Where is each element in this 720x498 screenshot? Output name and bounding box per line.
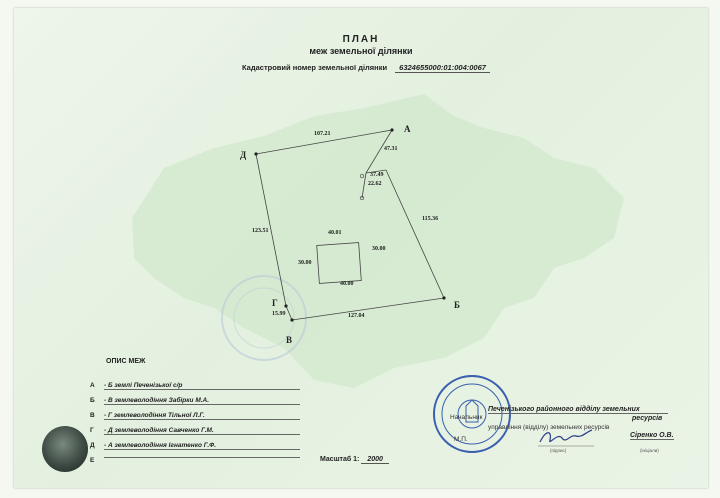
boundary-description: - А землеволодіння Ігнатенко Г.Ф. [104,442,300,450]
vertex-d-point [254,152,257,155]
cadastral-plan-sheet [14,8,708,488]
boundary-letter: В [90,412,95,419]
dim-rect-bottom: 40.00 [340,281,354,287]
vertex-a-label: А [404,124,411,134]
vertex-g-label: Г [272,298,278,308]
vertex-b-label: Б [454,300,460,310]
dim-a-seg: 47.31 [384,146,398,152]
boundary-description: - В землеволодіння Забірки М.А. [104,397,300,405]
vertex-d-label: Д [240,150,247,160]
dim-rect-left: 30.00 [298,260,312,266]
inner-point-1 [360,174,364,178]
head-label: Начальник [450,414,483,421]
cadastral-number: 6324655000:01:004:0067 [395,63,490,73]
boundary-description: - Д землеволодіння Савченко Г.М. [104,427,300,435]
handwritten-signature [536,424,596,450]
boundary-v-b [292,298,444,320]
scale-value: 2000 [361,456,389,464]
vertex-g-point [284,304,287,307]
dim-g-v: 15.99 [272,311,286,317]
boundary-letter: Б [90,397,95,404]
vertex-b-point [442,296,445,299]
department-label: управління (відділу) земельних ресурсів [488,424,610,431]
boundary-item [90,427,300,437]
boundaries-title: ОПИС МЕЖ [106,358,146,365]
boundary-g-v [286,306,292,320]
scale-label: Масштаб 1: [320,456,360,463]
name-caption: (ініціали) [640,448,659,453]
hologram-photo [42,426,88,472]
boundary-letter: Е [90,457,95,464]
dim-rect-right: 30.00 [372,246,386,252]
dim-inner-2: 22.62 [368,181,382,187]
boundary-item [90,412,300,422]
dim-b-v: 127.04 [348,313,365,319]
boundary-letter: А [90,382,95,389]
boundary-item [90,397,300,407]
signature-caption: (підпис) [550,448,567,453]
inner-building-rect [317,243,362,284]
scale-row [320,456,389,464]
boundary-a-b [386,170,444,298]
official-name: Сіренко О.В. [630,432,674,439]
vertex-a-point [390,128,393,131]
boundary-letter: Д [90,442,95,449]
boundary-description: - Г землеволодіння Тільної Л.Г. [104,412,300,420]
head-position-2: ресурсів [632,415,663,422]
boundary-letter: Г [90,427,94,434]
head-position: Печенізького районного відділу земельних [488,406,668,414]
dim-rect-top: 40.01 [328,230,342,236]
boundary-description: - Б землі Печенізької с/р [104,382,300,390]
dim-d-a: 107.21 [314,131,331,137]
boundary-item [90,382,300,392]
dim-inner-1: 37.49 [370,172,384,178]
vertex-v-point [290,318,293,321]
cadastral-label: Кадастровий номер земельної ділянки [242,63,388,72]
dim-d-g: 123.51 [252,228,269,234]
document-title: ПЛАН [342,34,380,45]
boundary-description [104,457,300,458]
document-subtitle: меж земельної ділянки [309,46,413,56]
boundary-item [90,457,300,467]
boundary-item [90,442,300,452]
vertex-v-label: В [286,335,293,345]
stamp-place-label: М.П. [454,436,468,443]
dim-a-b: 115.36 [422,216,439,222]
